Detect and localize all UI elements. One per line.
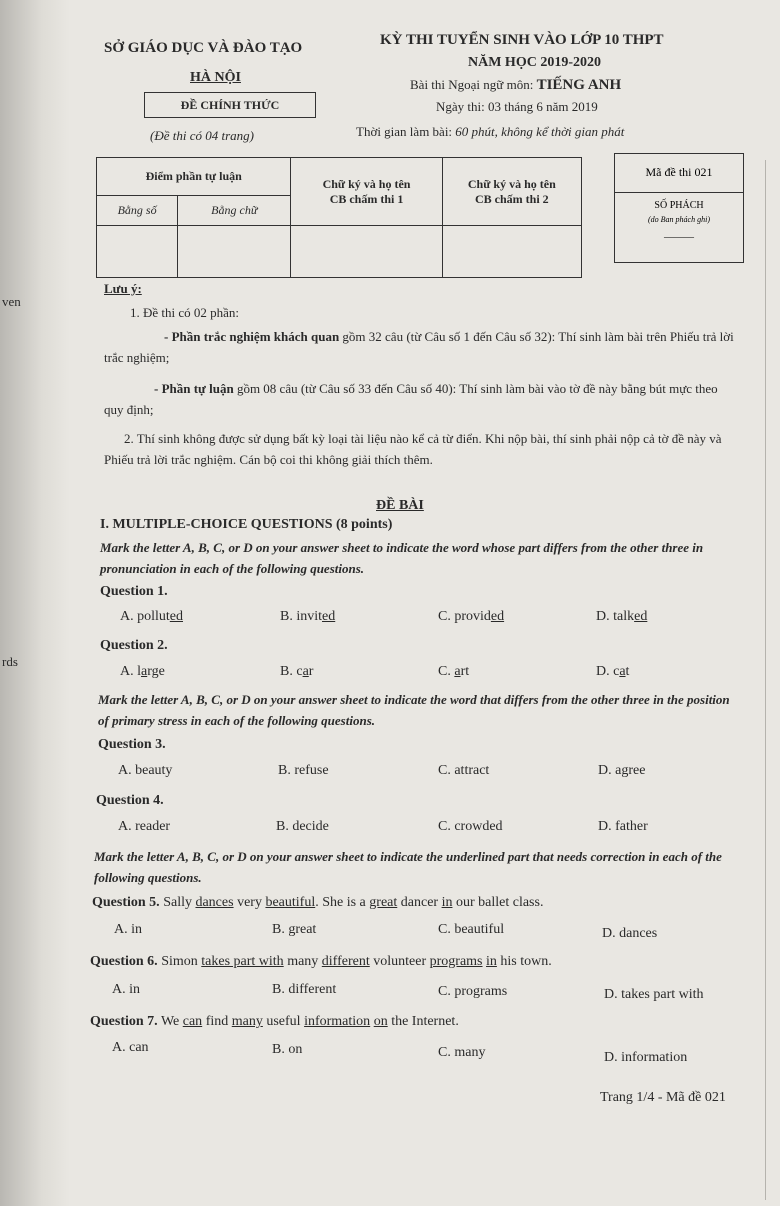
department-name: SỞ GIÁO DỤC VÀ ĐÀO TẠO [104,40,303,56]
notes-item-2: 2. Thí sinh không được sử dụng bất kỳ loại tài liệu nào kể cả từ điển. Khi nộp bài, thí sinh phải nộp cả tờ đề này và Phiếu trả lời trắc nghiệm. Cán bộ coi thi không giải thích thêm. [104,431,722,467]
exam-heading: ĐỀ BÀI [376,498,424,513]
instruction-correction: Mark the letter A, B, C, or D on your answer sheet to indicate the underlined part that needs correction in each of the following questions. [94,849,722,885]
question-3-label: Question 3. [98,737,166,752]
q1-option-b: B. invited [280,609,336,624]
q3-option-c: C. attract [438,763,490,778]
q4-option-d: D. father [598,819,648,834]
question-1-label: Question 1. [100,584,168,599]
q3-option-a: A. beauty [118,763,173,778]
q2-option-c: C. art [438,664,470,679]
q4-option-c: C. crowded [438,819,503,834]
q5-option-d: D. dances [602,926,658,941]
q5-option-a: A. in [114,922,142,937]
margin-fragment-1: ven [2,294,21,309]
instruction-pronunciation: Mark the letter A, B, C, or D on your answer sheet to indicate the word whose part differs from the other three in pronunciation in each of the following questions. [100,540,704,576]
q2-option-b: B. car [280,664,314,679]
notes-multiple-choice: - Phần trắc nghiệm khách quan gồm 32 câu (từ Câu số 1 đến Câu số 32): Thí sinh làm bài trên Phiếu trả lời trắc nghiệm; [104,329,734,365]
score-table [96,157,582,278]
exam-date: Ngày thi: 03 tháng 6 năm 2019 [436,99,598,114]
grader-1-header: Chữ ký và họ tên CB chấm thi 1 [291,158,442,226]
q3-option-b: B. refuse [278,763,329,778]
grader-2-cell [442,226,581,278]
subject-line: Bài thi Ngoại ngữ môn: TIẾNG ANH [410,77,622,93]
page-shadow [0,0,70,1206]
school-year: NĂM HỌC 2019-2020 [468,55,601,70]
notes-heading: Lưu ý: [104,281,142,296]
page-edge [765,160,780,1200]
q6-option-b: B. different [272,982,337,997]
q7-option-c: C. many [438,1045,486,1060]
q4-option-a: A. reader [118,819,171,834]
q1-option-d: D. talked [596,609,648,624]
exam-code-box [614,153,744,263]
grader-2-header: Chữ ký và họ tên CB chấm thi 2 [442,158,581,226]
time-limit: Thời gian làm bài: 60 phút, không kể thời gian phát [356,124,625,139]
q7-option-b: B. on [272,1042,303,1057]
q1-option-c: C. provided [438,609,505,624]
question-5: Question 5. Sally dances very beautiful. She is a great dancer in our ballet class. [92,895,544,910]
q2-option-d: D. cat [596,664,630,679]
q6-option-a: A. in [112,982,140,997]
section-title: I. MULTIPLE-CHOICE QUESTIONS (8 points) [100,517,393,532]
exam-title: KỲ THI TUYỂN SINH VÀO LỚP 10 THPT [380,32,664,48]
question-6: Question 6. Simon takes part with many different volunteer programs in his town. [90,954,552,969]
question-4-label: Question 4. [96,793,164,808]
q1-option-a: A. polluted [120,609,183,624]
q5-option-c: C. beautiful [438,922,505,937]
q7-option-d: D. information [604,1050,688,1065]
essay-score-header: Điểm phần tự luận [97,158,291,196]
detach-label: SỐ PHÁCH (do Ban phách ghi) ______ [648,200,710,239]
question-7: Question 7. We can find many useful information on the Internet. [90,1014,459,1029]
notes-essay: - Phần tự luận gồm 08 câu (từ Câu số 33 đến Câu số 40): Thí sinh làm bài vào tờ đề này bằng bút mực theo quy định; [104,381,718,417]
page-footer: Trang 1/4 - Mã đề 021 [600,1090,726,1105]
question-2-label: Question 2. [100,638,168,653]
city-name: HÀ NỘI [190,70,241,85]
q6-option-d: D. takes part with [604,987,704,1002]
page-count-note: (Đề thi có 04 trang) [150,128,254,143]
q5-option-b: B. great [272,922,317,937]
instruction-stress: Mark the letter A, B, C, or D on your answer sheet to indicate the word that differs from the other three in the position of primary stress in each of the following questions. [98,692,730,728]
q7-option-a: A. can [112,1040,149,1055]
q3-option-d: D. agree [598,763,646,778]
exam-code: Mã đề thi 021 [615,154,743,193]
q2-option-a: A. large [120,664,165,679]
score-in-words-header: Bằng chữ [178,196,291,226]
score-words-cell [178,226,291,278]
official-exam-label: ĐỀ CHÍNH THỨC [144,92,316,118]
grader-1-cell [291,226,442,278]
q6-option-c: C. programs [438,984,508,999]
notes-item-1: 1. Đề thi có 02 phần: [130,305,240,320]
score-in-digits-header: Bằng số [97,196,178,226]
score-digits-cell [97,226,178,278]
q4-option-b: B. decide [276,819,329,834]
margin-fragment-2: rds [2,654,18,669]
